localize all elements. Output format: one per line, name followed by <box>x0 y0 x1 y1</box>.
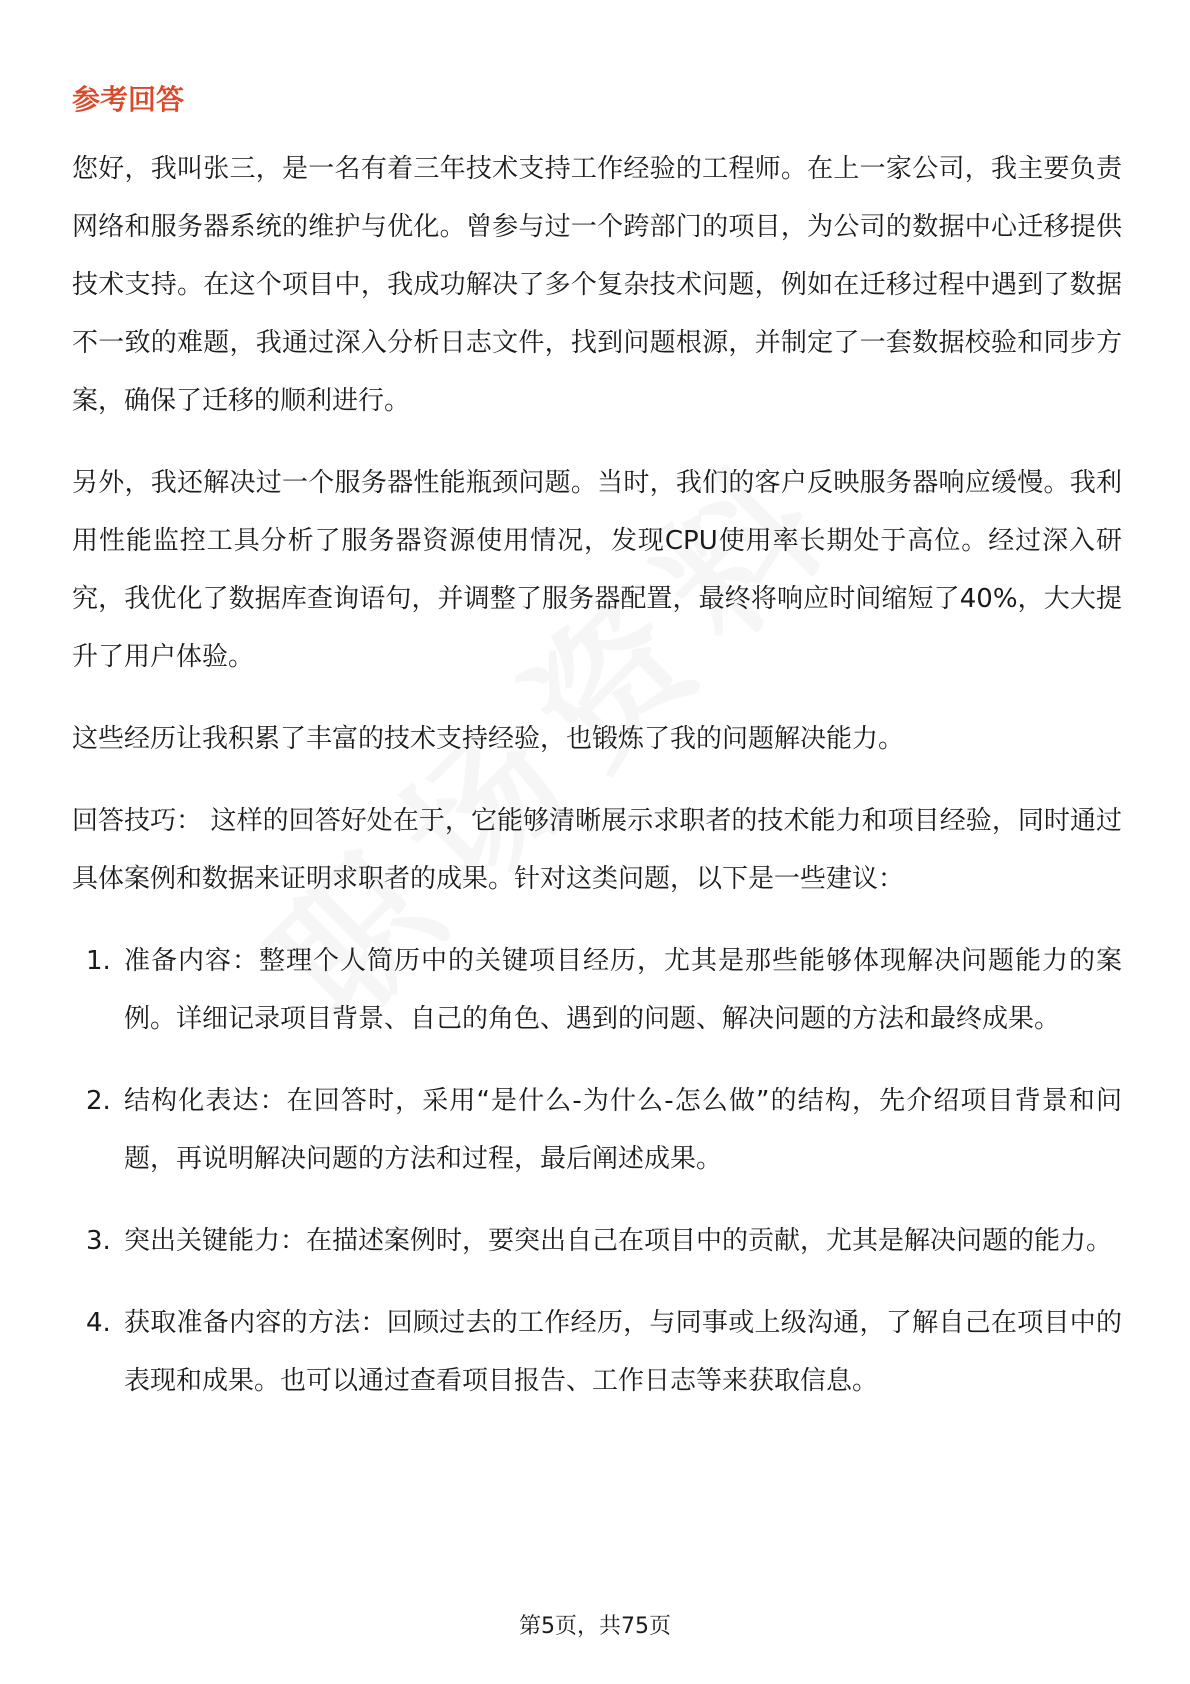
list-item-text: 获取准备内容的方法：回顾过去的工作经历，与同事或上级沟通，了解自己在项目中的表现和成果。也可以通过查看项目报告、工作日志等来获取信息。 <box>124 1308 1122 1396</box>
list-item-number: 1. <box>86 946 111 976</box>
page-number-footer: 第5页，共75页 <box>519 1614 671 1639</box>
list-item-text: 突出关键能力：在描述案例时，要突出自己在项目中的贡献，尤其是解决问题的能力。 <box>124 1226 1113 1256</box>
answer-paragraph-2: 另外，我还解决过一个服务器性能瓶颈问题。当时，我们的客户反映服务器响应缓慢。我利用性能监控工具分析了服务器资源使用情况，发现CPU使用率长期处于高位。经过深入研究，我优化了数据库查询语句，并调整了服务器配置，最终将响应时间缩短了40%，大大提升了用户体验。 <box>72 468 1122 672</box>
list-item <box>72 932 1122 1048</box>
answer-paragraph-1: 您好，我叫张三，是一名有着三年技术支持工作经验的工程师。在上一家公司，我主要负责网络和服务器系统的维护与优化。曾参与过一个跨部门的项目，为公司的数据中心迁移提供技术支持。在这个项目中，我成功解决了多个复杂技术问题，例如在迁移过程中遇到了数据不一致的难题，我通过深入分析日志文件，找到问题根源，并制定了一套数据校验和同步方案，确保了迁移的顺利进行。 <box>72 154 1122 416</box>
list-item-text: 准备内容：整理个人简历中的关键项目经历，尤其是那些能够体现解决问题能力的案例。详细记录项目背景、自己的角色、遇到的问题、解决问题的方法和最终成果。 <box>124 946 1122 1034</box>
list-item-text: 结构化表达：在回答时，采用“是什么-为什么-怎么做”的结构，先介绍项目背景和问题，再说明解决问题的方法和过程，最后阐述成果。 <box>124 1086 1122 1174</box>
tips-intro-paragraph: 回答技巧： 这样的回答好处在于，它能够清晰展示求职者的技术能力和项目经验，同时通过具体案例和数据来证明求职者的成果。针对这类问题，以下是一些建议： <box>72 806 1122 894</box>
page-content <box>72 80 1122 1434</box>
list-item-number: 3. <box>86 1226 111 1256</box>
list-item <box>72 1294 1122 1410</box>
list-item-number: 4. <box>86 1308 111 1338</box>
tips-list <box>72 932 1122 1410</box>
list-item <box>72 1212 1122 1270</box>
section-heading: 参考回答 <box>72 83 185 116</box>
list-item <box>72 1072 1122 1188</box>
list-item-number: 2. <box>86 1086 111 1116</box>
answer-paragraph-3: 这些经历让我积累了丰富的技术支持经验，也锻炼了我的问题解决能力。 <box>72 724 905 754</box>
